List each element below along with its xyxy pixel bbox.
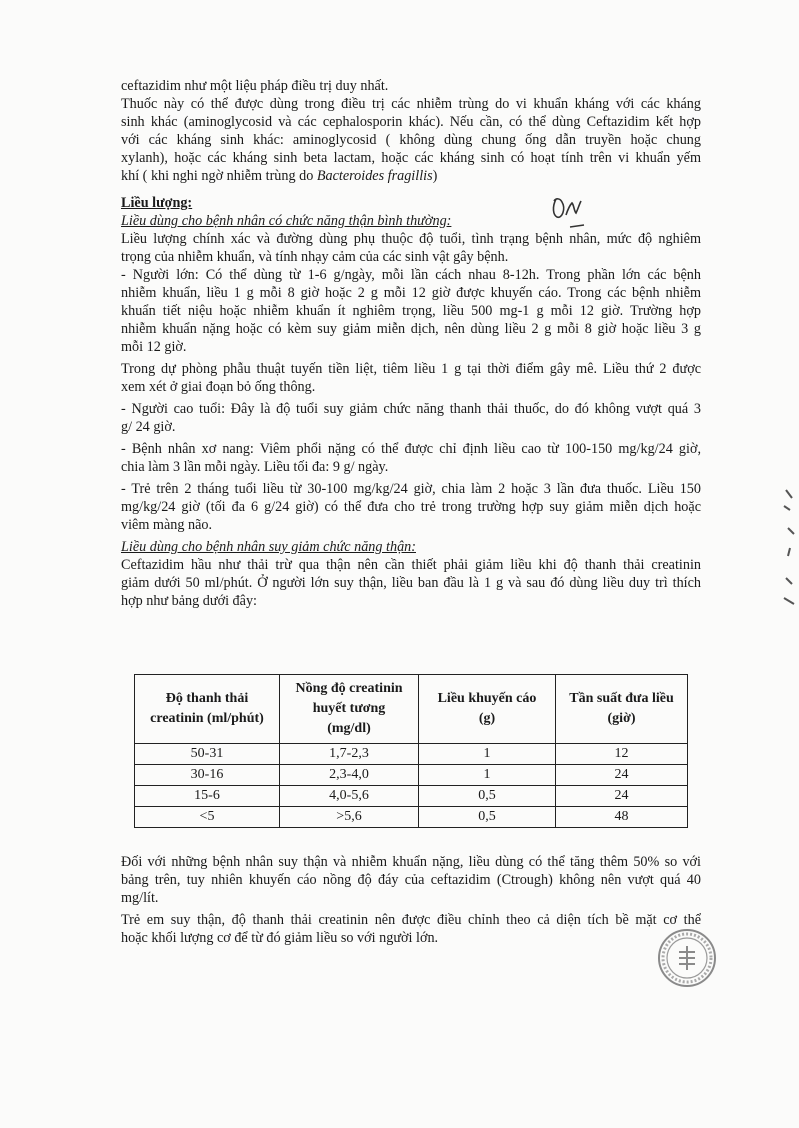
paragraph-line: chia làm 3 lần mỗi ngày. Liều tối đa: 9 g/ ngày. — [121, 459, 389, 475]
table-cell: 1 — [419, 765, 556, 786]
table-row — [135, 744, 688, 765]
table-row — [135, 786, 688, 807]
handwritten-initials — [548, 193, 592, 233]
paragraph-line: Trong dự phòng phẫu thuật tuyến tiền liệt, tiêm liều 1 g tại thời điểm gây mê. Liều thứ 2 được — [121, 361, 701, 377]
table-row — [135, 765, 688, 786]
table-header-row — [135, 675, 688, 744]
table-cell: 0,5 — [419, 786, 556, 807]
table-row — [135, 807, 688, 828]
paragraph-line: - Người cao tuổi: Đây là độ tuổi suy giảm chức năng thanh thải thuốc, do đó không vượt quá 3 — [121, 401, 701, 417]
paragraph-line: g/ 24 giờ. — [121, 419, 176, 435]
paragraph-line: nhiễm khuẩn nặng hoặc có kèm suy giảm miễn dịch, nên dùng liều 2 g mỗi 8 giờ hoặc liều 3 g — [121, 321, 701, 337]
table-cell: 1 — [419, 744, 556, 765]
paragraph-line: Trẻ em suy thận, độ thanh thải creatinin nên được điều chỉnh theo cả diện tích bề mặt cơ thể — [121, 912, 701, 928]
paragraph-line: trọng của nhiễm khuẩn, và tính nhạy cảm của các sinh vật gây bệnh. — [121, 249, 509, 265]
paragraph-line — [121, 167, 701, 185]
paragraph-line: khuẩn tiết niệu hoặc nhiễm khuẩn ít nghiêm trọng, liều 500 mg-1 g mỗi 12 giờ. Trường hợp — [121, 303, 701, 319]
table-cell: 50-31 — [135, 744, 280, 765]
paragraph-line: - Trẻ trên 2 tháng tuổi liều từ 30-100 mg/kg/24 giờ, chia làm 2 hoặc 3 lần đưa thuốc. Liều 150 — [121, 481, 701, 497]
paragraph-line: Đối với những bệnh nhân suy thận và nhiễm khuẩn nặng, liều dùng có thể tăng thêm 50% so với — [121, 854, 701, 870]
paragraph-line: - Người lớn: Có thể dùng từ 1-6 g/ngày, mỗi lần cách nhau 8-12h. Trong phần lớn các bệnh — [121, 267, 701, 283]
table-cell: 30-16 — [135, 765, 280, 786]
table-cell: <5 — [135, 807, 280, 828]
text-run: khí ( khi nghi ngờ nhiễm trùng do — [121, 168, 317, 184]
paragraph-line: Ceftazidim hầu như thải trừ qua thận nên cần thiết phải giảm liều khi độ thanh thải creatinin — [121, 557, 701, 573]
paragraph-line: bảng trên, tuy nhiên khuyến cáo nồng độ đáy của ceftazidim (Ctrough) không nên vượt quá 40 — [121, 872, 701, 888]
subsection-heading: Liều dùng cho bệnh nhân suy giảm chức năng thận: — [121, 539, 416, 555]
paragraph-line: sinh khác (aminoglycosid và các cephalosporin khác). Nếu cần, có thể dùng Ceftazidim kết hợp — [121, 114, 701, 130]
text-run: ) — [432, 168, 438, 184]
paragraph-line: giảm dưới 50 ml/phút. Ở người lớn suy thận, liều ban đầu là 1 g và sau đó dùng liều duy trì thích — [121, 575, 701, 591]
paragraph-line: nhiễm khuẩn, liều 1 g mỗi 8 giờ hoặc 2 g mỗi 12 giờ được khuyến cáo. Trong các bệnh nhiễm — [121, 285, 701, 301]
paragraph-line: Thuốc này có thể được dùng trong điều trị các nhiễm trùng do vi khuẩn kháng với các kháng — [121, 96, 701, 112]
header-recommended-dose: Liều khuyến cáo (g) — [419, 675, 556, 744]
header-serum-creatinine: Nồng độ creatinin huyết tương (mg/dl) — [280, 675, 419, 744]
table-cell: >5,6 — [280, 807, 419, 828]
paragraph-line: Liều lượng chính xác và đường dùng phụ thuộc độ tuổi, tình trạng bệnh nhân, mức độ nghiêm — [121, 231, 701, 247]
table-cell: 12 — [556, 744, 688, 765]
paragraph-line: viêm màng não. — [121, 517, 213, 533]
paragraph-line: hoặc khối lượng cơ để từ đó giảm liều so với người lớn. — [121, 930, 439, 946]
paragraph-line: xem xét ở giai đoạn bỏ ống thông. — [121, 379, 316, 395]
species-name: Bacteroides fragillis — [316, 168, 433, 184]
scan-margin-marks — [778, 488, 798, 618]
paragraph-line: mg/lít. — [121, 890, 159, 906]
paragraph-line: với các kháng sinh khác: aminoglycosid ( không dùng chung ống dẫn truyền hoặc chung — [121, 132, 701, 148]
table-cell: 24 — [556, 786, 688, 807]
table-cell: 48 — [556, 807, 688, 828]
subsection-heading: Liều dùng cho bệnh nhân có chức năng thận bình thường: — [121, 213, 452, 229]
header-dosing-frequency: Tần suất đưa liều (giờ) — [556, 675, 688, 744]
table-cell: 24 — [556, 765, 688, 786]
header-creatinine-clearance: Độ thanh thải creatinin (ml/phút) — [135, 675, 280, 744]
paragraph-line: mg/kg/24 giờ (tối đa 6 g/24 giờ) có thể đưa cho trẻ trong trường hợp suy giảm miễn dịch hoặc — [121, 499, 701, 515]
table-cell: 2,3-4,0 — [280, 765, 419, 786]
table-cell: 15-6 — [135, 786, 280, 807]
table-cell: 0,5 — [419, 807, 556, 828]
paragraph-line: ceftazidim như một liệu pháp điều trị duy nhất. — [121, 78, 389, 94]
paragraph-line: hợp như bảng dưới đây: — [121, 593, 257, 609]
renal-dosage-table — [134, 674, 688, 828]
company-stamp — [657, 928, 717, 988]
paragraph-line: xylanh), hoặc các kháng sinh beta lactam, hoặc các kháng sinh có hoạt tính trên vi khuẩn yếm — [121, 150, 701, 166]
section-heading: Liều lượng: — [121, 195, 193, 211]
paragraph-line: - Bệnh nhân xơ nang: Viêm phổi nặng có thể được chỉ định liều cao từ 100-150 mg/kg/24 giờ, — [121, 441, 701, 457]
paragraph-line: mỗi 12 giờ. — [121, 339, 187, 355]
table-cell: 4,0-5,6 — [280, 786, 419, 807]
table-cell: 1,7-2,3 — [280, 744, 419, 765]
